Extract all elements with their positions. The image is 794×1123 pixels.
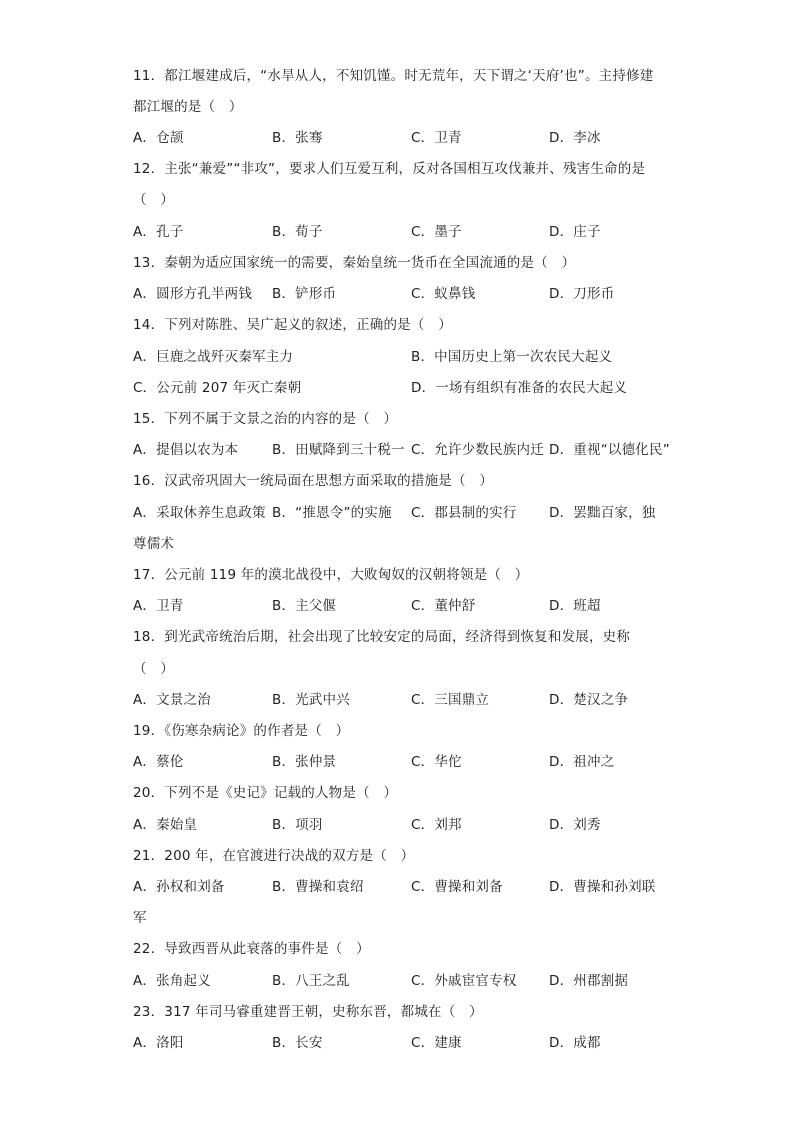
option-a[interactable]: A．孙权和刘备 [133,879,225,895]
option-a[interactable]: A．圆形方孔半两钱 [133,286,253,302]
option-b[interactable]: B．中国历史上第一次农民大起义 [411,349,613,365]
option-d[interactable]: D．李冰 [549,130,601,146]
option-d[interactable]: D．州郡割据 [549,973,629,989]
option-c[interactable]: C．公元前 207 年灭亡秦朝 [133,380,302,396]
question-14-stem: 14．下列对陈胜、吴广起义的叙述，正确的是（ ） [133,317,452,333]
option-b[interactable]: B．张骞 [272,130,323,146]
question-13-options [133,284,693,304]
option-d[interactable]: D．重视“以德化民” [549,442,670,458]
question-16-stem: 16．汉武帝巩固大一统局面在思想方面采取的措施是（ ） [133,473,494,489]
option-b[interactable]: B．“推恩令”的实施 [272,505,392,521]
option-b[interactable]: B．铲形币 [272,286,337,302]
question-14-options-row2 [133,378,693,398]
option-b[interactable]: B．项羽 [272,817,323,833]
option-c[interactable]: C．墨子 [411,224,462,240]
question-12-stem-cont: （ ） [133,192,175,208]
option-b[interactable]: B．主父偃 [272,598,337,614]
question-17-stem: 17．公元前 119 年的漠北战役中，大败匈奴的汉朝将领是（ ） [133,567,529,583]
question-16-options [133,503,693,523]
question-15-options [133,440,693,460]
option-c[interactable]: C．建康 [411,1035,462,1051]
option-c[interactable]: C．三国鼎立 [411,692,490,708]
option-d[interactable]: D．楚汉之争 [549,692,629,708]
option-c[interactable]: C．允许少数民族内迁 [411,442,544,458]
option-a[interactable]: A．仓颉 [133,130,184,146]
question-12-stem: 12．主张“兼爱”“非攻”，要求人们互爱互利，反对各国相互攻伐兼并、残害生命的是 [133,161,646,177]
question-12-options [133,222,693,242]
question-15-stem: 15．下列不属于文景之治的内容的是（ ） [133,411,398,427]
option-c[interactable]: C．蚁鼻钱 [411,286,476,302]
question-20-stem: 20．下列不是《史记》记载的人物是（ ） [133,785,398,801]
option-b[interactable]: B．八王之乱 [272,973,350,989]
option-b[interactable]: B．张仲景 [272,754,337,770]
question-21-option-d-cont: 军 [133,910,147,926]
question-20-options [133,815,693,835]
option-a[interactable]: A．提倡以农为本 [133,442,239,458]
question-21-options [133,877,693,897]
option-a[interactable]: A．张角起义 [133,973,211,989]
option-b[interactable]: B．田赋降到三十税一 [272,442,405,458]
question-11-stem: 11．都江堰建成后，“水旱从人，不知饥馑。时无荒年，天下谓之‘天府’也”。主持修建 [133,68,654,84]
question-22-stem: 22．导致西晋从此衰落的事件是（ ） [133,941,370,957]
option-b[interactable]: B．长安 [272,1035,323,1051]
option-d[interactable]: D．刘秀 [549,817,601,833]
option-c[interactable]: C．董仲舒 [411,598,476,614]
option-a[interactable]: A．卫青 [133,598,184,614]
option-d[interactable]: D．曹操和孙刘联 [549,879,656,895]
option-c[interactable]: C．华佗 [411,754,462,770]
option-a[interactable]: A．秦始皇 [133,817,198,833]
question-18-stem: 18．到光武帝统治后期，社会出现了比较安定的局面，经济得到恢复和发展，史称 [133,629,631,645]
option-d[interactable]: D．班超 [549,598,601,614]
option-d[interactable]: D．庄子 [549,224,601,240]
option-a[interactable]: A．文景之治 [133,692,211,708]
option-d[interactable]: D．刀形币 [549,286,615,302]
option-c[interactable]: C．曹操和刘备 [411,879,503,895]
option-b[interactable]: B．光武中兴 [272,692,350,708]
option-a[interactable]: A．蔡伦 [133,754,184,770]
option-c[interactable]: C．郡县制的实行 [411,505,517,521]
option-d[interactable]: D．成都 [549,1035,601,1051]
question-21-stem: 21．200 年，在官渡进行决战的双方是（ ） [133,848,415,864]
option-d[interactable]: D．祖冲之 [549,754,615,770]
option-d[interactable]: D．罢黜百家，独 [549,505,656,521]
question-11-stem-cont: 都江堰的是（ ） [133,99,243,115]
option-a[interactable]: A．巨鹿之战歼灭秦军主力 [133,349,294,365]
question-11-options [133,128,693,148]
option-c[interactable]: C．外戚宦官专权 [411,973,517,989]
question-16-option-d-cont: 尊儒术 [133,536,175,552]
question-19-stem: 19．《伤寒杂病论》的作者是（ ） [133,723,350,739]
option-b[interactable]: B．荀子 [272,224,323,240]
option-b[interactable]: B．曹操和袁绍 [272,879,364,895]
question-23-stem: 23．317 年司马睿重建晋王朝，史称东晋，都城在（ ） [133,1004,483,1020]
question-18-options [133,690,693,710]
question-19-options [133,752,693,772]
option-a[interactable]: A．孔子 [133,224,184,240]
question-18-stem-cont: （ ） [133,661,175,677]
question-23-options [133,1033,693,1053]
question-22-options [133,971,693,991]
option-c[interactable]: C．卫青 [411,130,462,146]
question-14-options-row1 [133,347,693,367]
question-17-options [133,596,693,616]
question-13-stem: 13．秦朝为适应国家统一的需要，秦始皇统一货币在全国流通的是（ ） [133,255,576,271]
option-c[interactable]: C．刘邦 [411,817,462,833]
option-a[interactable]: A．洛阳 [133,1035,184,1051]
option-d[interactable]: D．一场有组织有准备的农民大起义 [411,380,628,396]
option-a[interactable]: A．采取休养生息政策 [133,505,266,521]
